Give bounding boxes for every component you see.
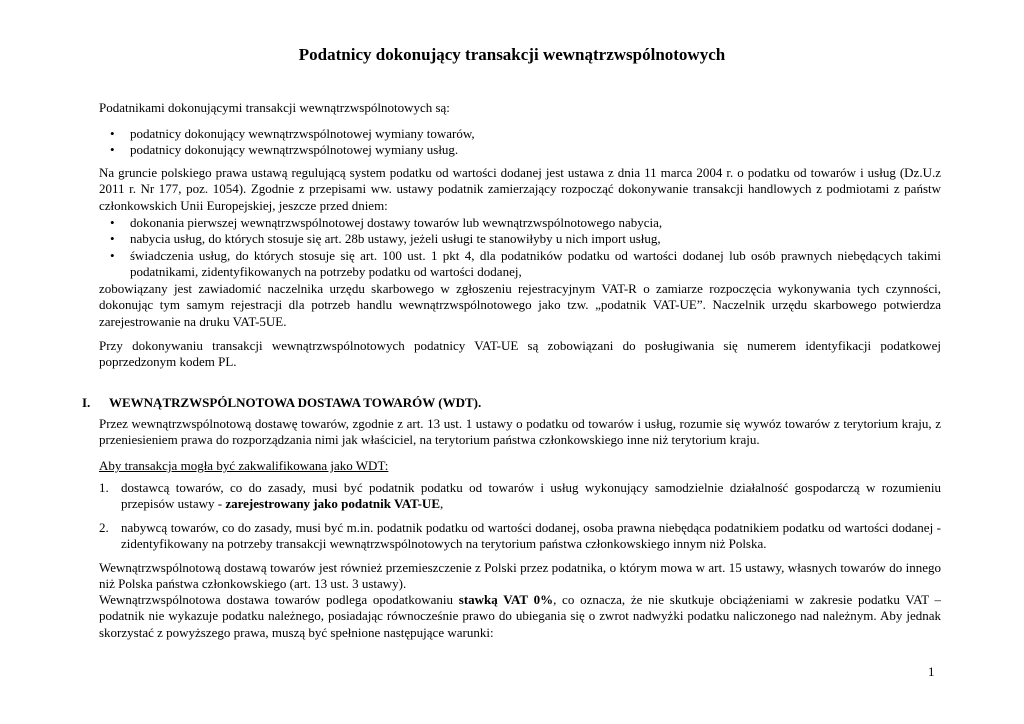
list-item: • świadczenia usług, do których stosuje się art. 100 ust. 1 pkt 4, dla podatników podatku od wartości dodanej lub osób prawnych niebędących takimi podatnikami, zidentyfikowanych na potrzeby podatku od wartości dodanej,: [99, 248, 941, 281]
condition-text: dostawcą towarów, co do zasady, musi być podatnik podatku od towarów i usług wykonujący samodzielnie działalność gospodarczą w rozumieniu przepisów ustawy -: [121, 480, 941, 512]
vat-rate-bold: stawką VAT 0%: [458, 592, 554, 607]
vat-rate-text-end: , co oznacza, że nie skutkuje obciążeniami w zakresie podatku VAT – podatnik nie wykazuje podatku należnego, posiadając równocześnie prawo do ubiegania się o zwrot nadwyżki podatku naliczonego nad należnym. Aby jednak skorzystać z powyższego prawa, muszą być spełnione następujące warunki:: [99, 592, 942, 640]
conditions-label: Aby transakcja mogła być zakwalifikowana jako WDT:: [99, 458, 389, 473]
list-item: • podatnicy dokonujący wewnątrzwspólnotowej wymiany usług.: [99, 142, 941, 158]
list-item: • podatnicy dokonujący wewnątrzwspólnotowej wymiany towarów,: [99, 126, 941, 142]
conditions-list: [99, 480, 941, 553]
vat-rate-paragraph: [99, 592, 941, 641]
page-title: Podatnicy dokonujący transakcji wewnątrzwspólnotowych: [298, 45, 726, 64]
condition-tail: ,: [440, 496, 444, 512]
page-number: 1: [928, 664, 935, 679]
section-title: WEWNĄTRZWSPÓLNOTOWA DOSTAWA TOWARÓW (WDT).: [109, 395, 482, 410]
wdt-definition-paragraph: Przez wewnątrzwspólnotową dostawę towarów, zgodnie z art. 13 ust. 1 ustawy o podatku od towarów i usług, rozumie się wywóz towarów z terytorium kraju, z przeniesieniem prawa do rozporządzania nimi jak właściciel, na terytorium państwa członkowskiego inne niż terytorium kraju.: [99, 416, 941, 448]
condition-number: 1.: [99, 480, 109, 495]
condition-bold-text: zarejestrowany jako podatnik VAT-UE: [225, 496, 440, 512]
vat-rate-text-start: Wewnątrzwspólnotowa dostawa towarów podlega opodatkowaniu: [99, 592, 459, 607]
list-item: [99, 520, 941, 553]
section-number: I.: [82, 395, 91, 410]
legal-bullet-list: [99, 215, 941, 281]
identification-paragraph: Przy dokonywaniu transakcji wewnątrzwspólnotowych podatnicy VAT-UE są zobowiązani do posługiwania się numerem identyfikacji podatkowej poprzedzonym kodem PL.: [99, 338, 941, 370]
movement-paragraph: Wewnątrzwspólnotową dostawą towarów jest również przemieszczenie z Polski przez podatnika, o którym mowa w art. 15 ustawy, własnych towarów do innego niż Polska państwa członkowskiego (art. 13 ust. 3 ustawy).: [99, 560, 941, 592]
condition-number: 2.: [99, 519, 109, 535]
intro-bullet-list: [99, 126, 941, 159]
legal-basis-paragraph: Na gruncie polskiego prawa ustawą regulującą system podatku od wartości dodanej jest ustawa z dnia 11 marca 2004 r. o podatku od towarów i usług (Dz.U.z 2011 r. Nr 177, poz. 1054). Zgodnie z przepisami ww. ustawy podatnik zamierzający rozpocząć dokonywanie transakcji handlowych z podmiotami z państw członkowskich Unii Europejskiej, jeszcze przed dniem:: [99, 165, 941, 213]
condition-text: nabywcą towarów, co do zasady, musi być m.in. podatnik podatku od wartości dodanej, osoba prawna niebędąca podatnikiem podatku od wartości dodanej - zidentyfikowany na potrzeby transakcji wewnątrzwspólnotowych na terytorium państwa członkowskiego innym niż Polska.: [121, 519, 941, 552]
section-heading: [82, 395, 481, 411]
intro-paragraph: Podatnikami dokonującymi transakcji wewnątrzwspólnotowych są:: [99, 100, 450, 115]
list-item: • nabycia usług, do których stosuje się art. 28b ustawy, jeżeli usługi te stanowiłyby u nich import usług,: [99, 231, 941, 247]
list-item: [99, 480, 941, 513]
registration-paragraph: zobowiązany jest zawiadomić naczelnika urzędu skarbowego w zgłoszeniu rejestracyjnym VAT-R o zamiarze rozpoczęcia wykonywania tych czynności, dokonując tym samym rejestracji dla potrzeb handlu wewnątrzwspólnotowego jako tzw. „podatnik VAT-UE”. Naczelnik urzędu skarbowego potwierdza zarejestrowanie na druku VAT-5UE.: [99, 281, 941, 329]
list-item: • dokonania pierwszej wewnątrzwspólnotowej dostawy towarów lub wewnątrzwspólnotowego nabycia,: [99, 215, 941, 231]
